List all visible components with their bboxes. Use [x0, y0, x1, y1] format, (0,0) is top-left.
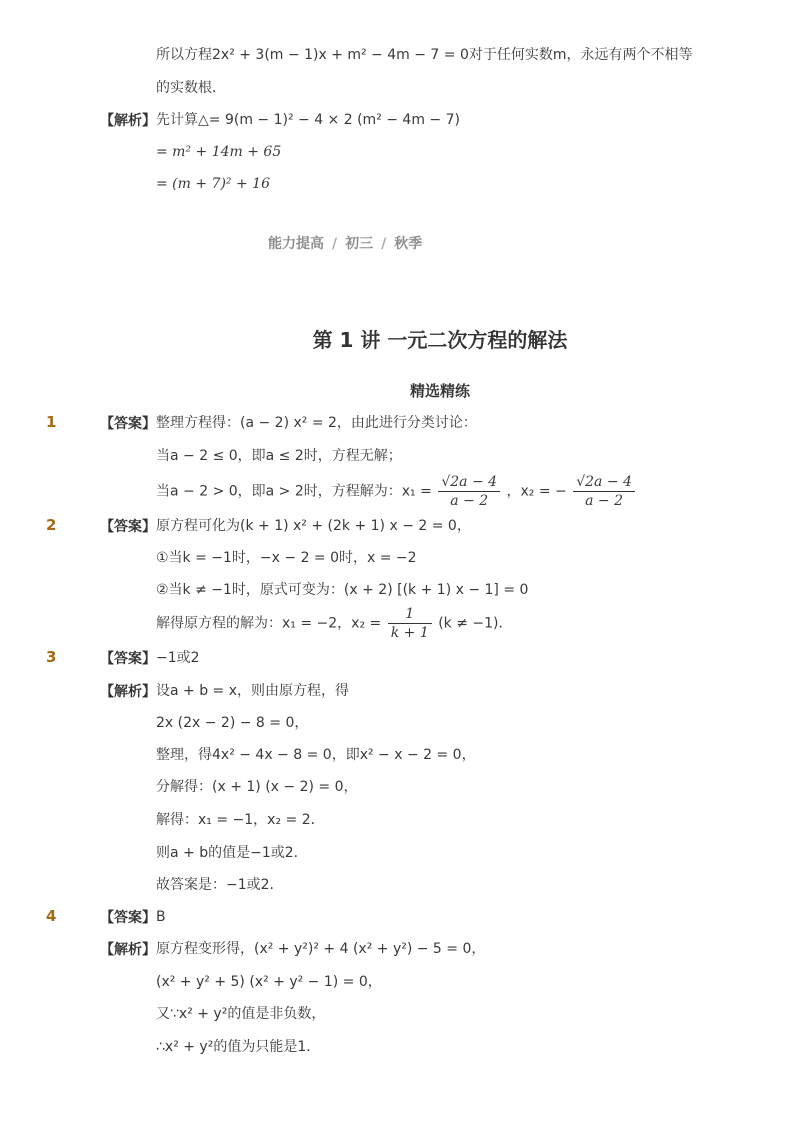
question-number: 4 — [46, 907, 57, 925]
text-line: 所以方程2x² + 3(m − 1)x + m² − 4m − 7 = 0对于任何实数m，永远有两个不相等 — [156, 47, 693, 63]
answer-tag: 【答案】 — [100, 910, 156, 926]
breadcrumb-item: 初三 — [345, 236, 374, 252]
answer-value: B — [156, 909, 166, 925]
fraction: $\frac{√2a - 4}{a - 2}$ — [438, 473, 500, 510]
text-line: 解得：x₁ = −1，x₂ = 2． — [156, 812, 325, 828]
text-line: 原方程可化为(k + 1) x² + (2k + 1) x − 2 = 0， — [156, 518, 471, 534]
answer-tag: 【答案】 — [100, 416, 156, 432]
text-line: 的实数根． — [156, 80, 226, 96]
text-line: 当a − 2 ≤ 0，即a ≤ 2时，方程无解； — [156, 448, 402, 464]
text-line: 整理，得4x² − 4x − 8 = 0，即x² − x − 2 = 0， — [156, 747, 476, 763]
text-line: (x² + y² + 5) (x² + y² − 1) = 0， — [156, 974, 382, 990]
fraction: $\frac{1}{k + 1}$ — [388, 605, 432, 642]
text-line: 又∵x² + y²的值是非负数， — [156, 1006, 326, 1022]
text-line: ∴x² + y²的值为只能是1． — [156, 1039, 321, 1055]
text-line: 原方程变形得，(x² + y²)² + 4 (x² + y²) − 5 = 0， — [156, 941, 486, 957]
text-line: 整理方程得：(a − 2) x² = 2，由此进行分类讨论： — [156, 415, 477, 431]
breadcrumb-item: 秋季 — [394, 236, 423, 252]
page-title: 第 1 讲 一元二次方程的解法 — [312, 328, 568, 352]
question-number: 1 — [46, 413, 57, 431]
text-line — [156, 605, 513, 642]
question-number: 2 — [46, 516, 57, 534]
math-line: = m² + 14m + 65 — [156, 144, 282, 160]
analysis-tag: 【解析】 — [100, 684, 156, 700]
question-number: 3 — [46, 648, 57, 666]
text-segment: 解得原方程的解为：x₁ = −2，x₂ = — [156, 615, 382, 632]
breadcrumb-separator: / — [381, 236, 387, 252]
fraction: $\frac{√2a - 4}{a - 2}$ — [573, 473, 635, 510]
text-line: 设a + b = x，则由原方程，得 — [156, 683, 350, 699]
breadcrumb — [268, 233, 422, 253]
breadcrumb-item: 能力提高 — [268, 236, 324, 252]
text-line: ①当k = −1时，−x − 2 = 0时，x = −2 — [156, 550, 417, 566]
analysis-tag: 【解析】 — [100, 942, 156, 958]
text-line: 故答案是：−1或2． — [156, 877, 284, 893]
text-line: 2x (2x − 2) − 8 = 0， — [156, 715, 309, 731]
math-line: = (m + 7)² + 16 — [156, 176, 270, 192]
text-segment: (k ≠ −1)． — [438, 615, 513, 632]
text-line: 分解得：(x + 1) (x − 2) = 0， — [156, 779, 358, 795]
answer-tag: 【答案】 — [100, 651, 156, 667]
text-line: ②当k ≠ −1时，原式可变为：(x + 2) [(k + 1) x − 1] = 0 — [156, 582, 529, 598]
text-segment: ，x₂ = − — [506, 483, 567, 500]
analysis-tag: 【解析】 — [100, 113, 156, 129]
breadcrumb-separator: / — [332, 236, 338, 252]
text-line — [156, 473, 637, 510]
text-line: 则a + b的值是−1或2． — [156, 845, 308, 861]
section-subtitle: 精选精练 — [409, 382, 470, 400]
text-line: 先计算△= 9(m − 1)² − 4 × 2 (m² − 4m − 7) — [156, 112, 460, 128]
answer-tag: 【答案】 — [100, 519, 156, 535]
text-segment: 当a − 2 > 0，即a > 2时，方程解为：x₁ = — [156, 483, 432, 500]
answer-value: −1或2 — [156, 650, 200, 666]
